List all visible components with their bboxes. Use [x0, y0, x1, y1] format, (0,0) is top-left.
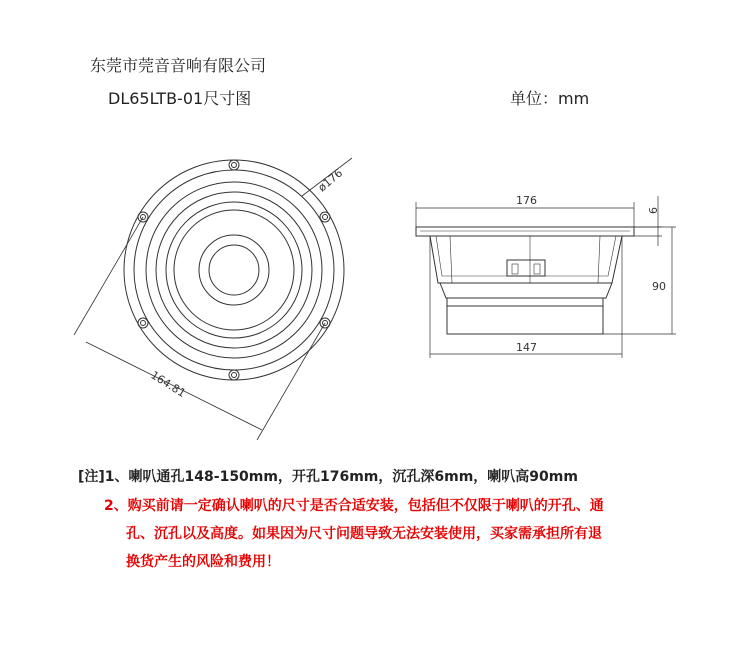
front-dustcap [209, 245, 259, 295]
front-surround-inner [156, 192, 312, 348]
side-view [416, 227, 634, 334]
diameter-label: ø176 [315, 166, 346, 195]
side-basket-inner [436, 236, 616, 276]
note-1: [注]1、喇叭通孔148-150mm，开孔176mm，沉孔深6mm，喇叭高90mm [78, 469, 578, 485]
note-2-line-2: 孔、沉孔以及高度。如果因为尺寸问题导致无法安装使用，买家需承担所有退 [126, 526, 602, 542]
mounting-hole [138, 318, 148, 328]
front-view [124, 158, 352, 380]
side-magnet [447, 306, 603, 334]
company-name: 东莞市莞音音响有限公司 [90, 56, 267, 75]
height-label: 90 [652, 280, 666, 293]
mounting-holes [138, 160, 330, 380]
side-terminal [507, 260, 545, 276]
mounting-hole [141, 321, 146, 326]
flange-dimension [634, 196, 662, 246]
side-terminal-tab [534, 264, 540, 274]
mounting-hole [229, 370, 239, 380]
front-cone-inner [174, 210, 294, 330]
side-terminal-tab [512, 264, 518, 274]
base-dimension [430, 236, 622, 358]
flange-label: 6 [647, 207, 660, 214]
drawing-title: DL65LTB-01尺寸图 [108, 89, 252, 108]
width-label: 176 [516, 194, 537, 207]
side-flange [416, 227, 634, 236]
base-label: 147 [516, 341, 537, 354]
mounting-hole [232, 163, 237, 168]
mounting-hole [320, 212, 330, 222]
diagonal-label: 164.81 [148, 368, 188, 400]
mounting-hole [229, 160, 239, 170]
side-magnet-top [440, 283, 612, 298]
note-2-line-1: 2、购买前请一定确认喇叭的尺寸是否合适安装，包括但不仅限于喇叭的开孔、通 [104, 498, 604, 514]
diagonal-ext-1 [74, 217, 143, 335]
front-cone [166, 202, 302, 338]
front-surround-outer [146, 182, 322, 358]
unit-label: 单位：mm [510, 89, 590, 108]
note-2-line-3: 换货产生的风险和费用！ [126, 554, 280, 570]
mounting-hole [323, 215, 328, 220]
mounting-hole [232, 373, 237, 378]
front-frame-inner [134, 170, 334, 370]
